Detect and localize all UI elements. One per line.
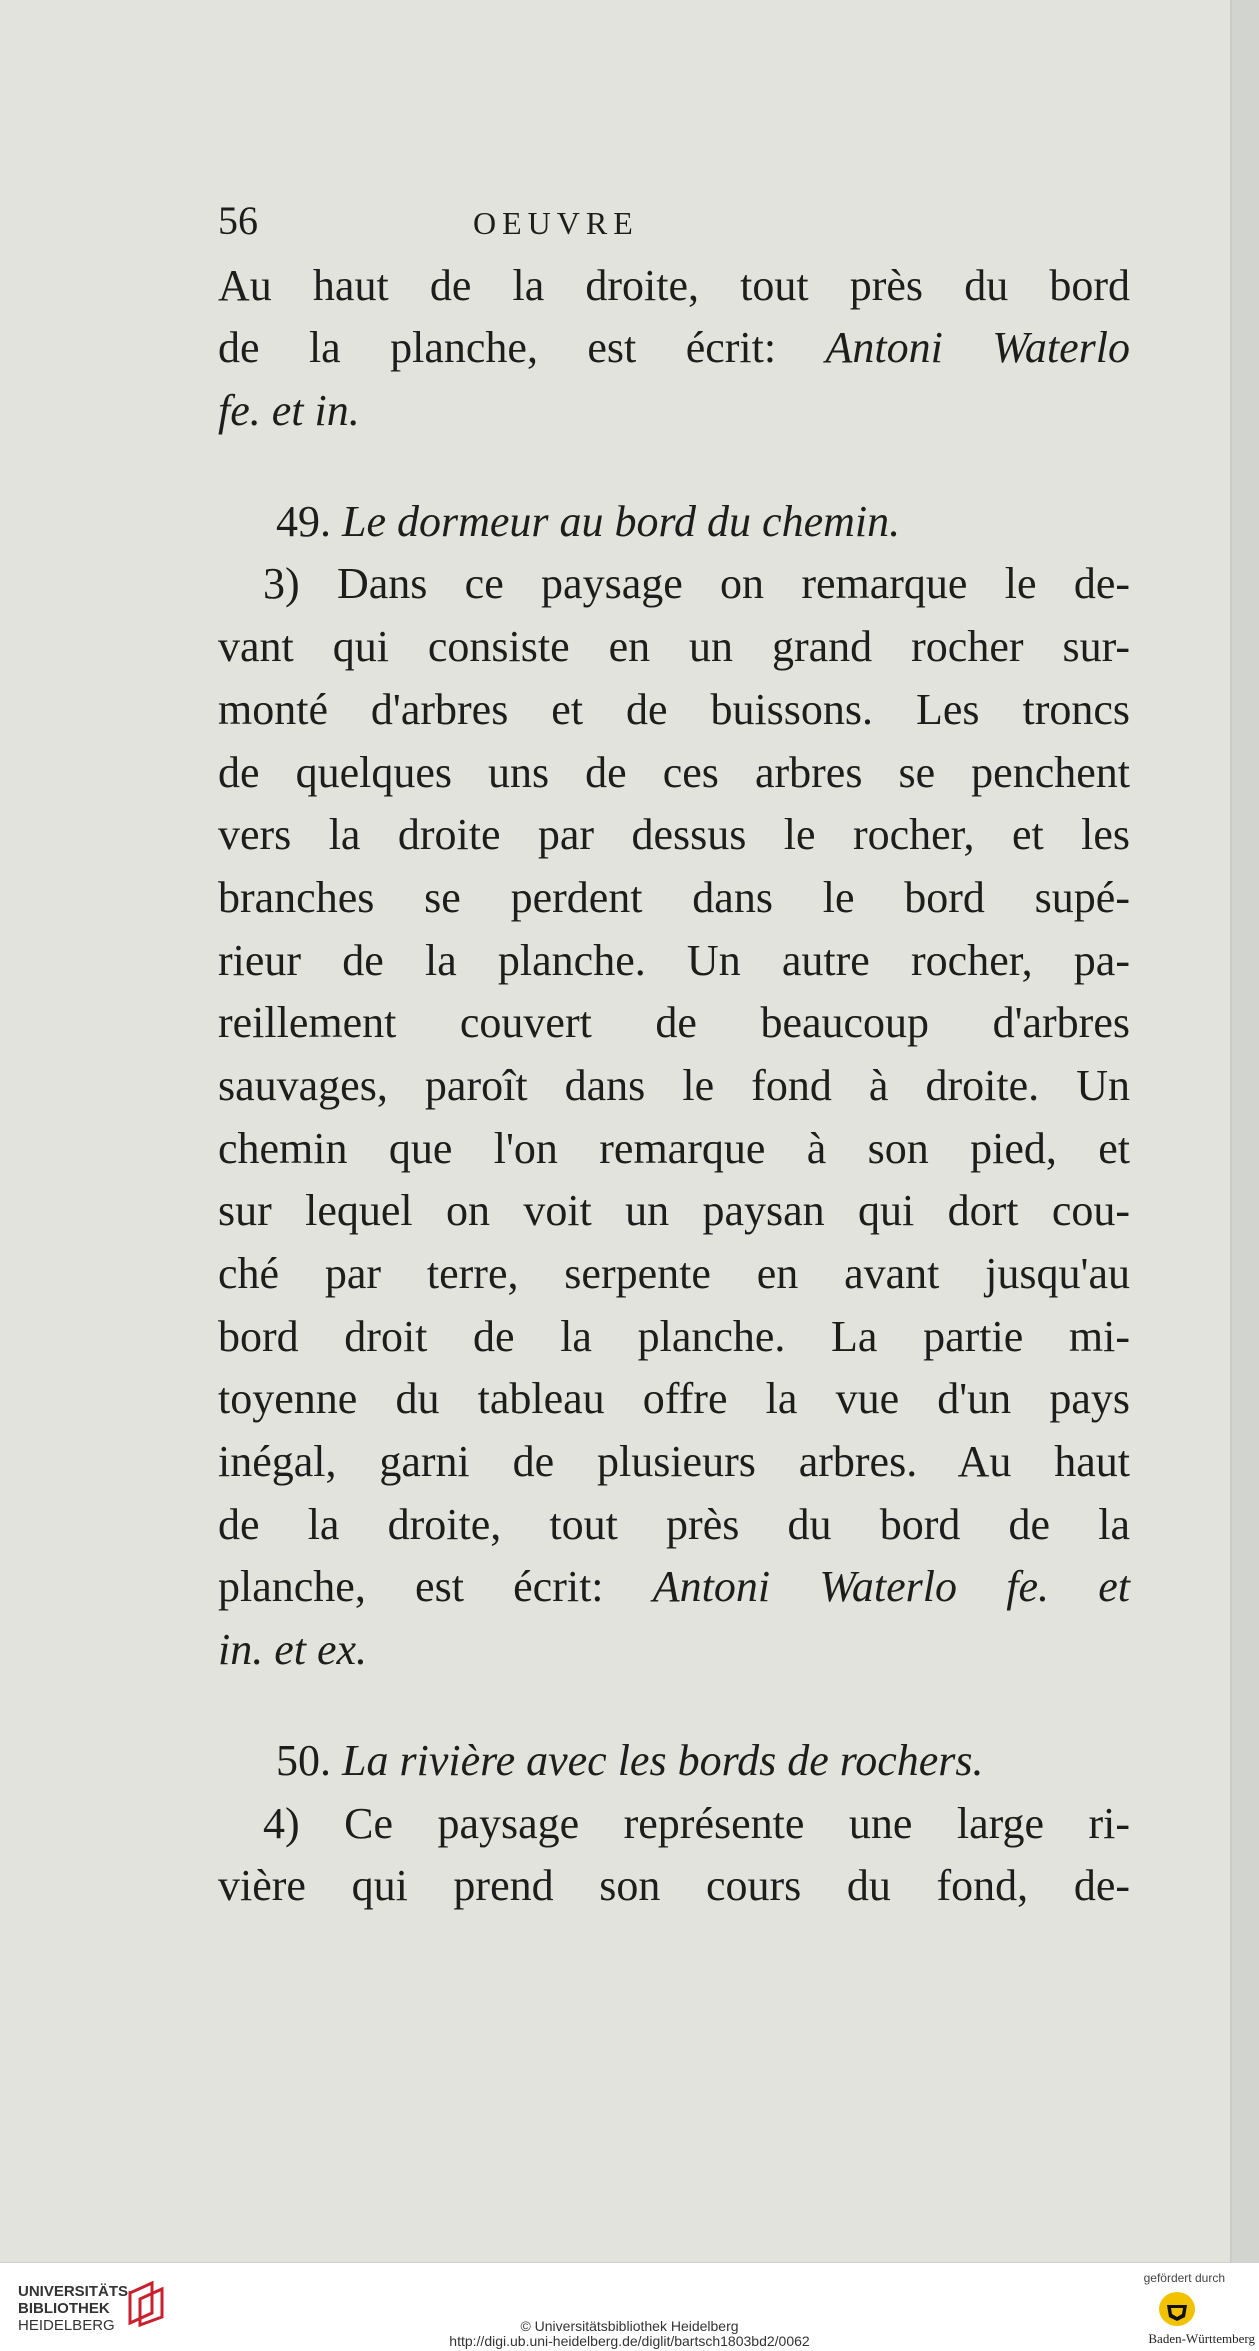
signature-text: Antoni Waterlo xyxy=(825,323,1131,373)
text-line: 4) Ce paysage représente une large ri- xyxy=(263,1798,1130,1848)
entry-title xyxy=(218,1730,1130,1793)
text-line: branches se perdent dans le bord supé- xyxy=(218,872,1130,922)
text-line: chemin que l'on remarque à son pied, et xyxy=(218,1123,1130,1173)
page-edge xyxy=(1232,0,1259,2262)
footer-bar xyxy=(0,2262,1259,2351)
text-line: inégal, garni de plusieurs arbres. Au haut xyxy=(218,1437,1130,1487)
text-line xyxy=(218,380,1130,443)
text-line: toyenne du tableau offre la vue d'un pays xyxy=(218,1374,1130,1424)
text-line: bord droit de la planche. La partie mi- xyxy=(218,1311,1130,1361)
signature-text: fe. et in. xyxy=(218,386,360,436)
text-line: vant qui consiste en un grand rocher sur- xyxy=(218,622,1130,672)
baden-wuerttemberg-logo-icon xyxy=(1157,2289,1197,2329)
entry-number: 49. xyxy=(276,496,331,546)
text-line: reillement couvert de beaucoup d'arbres xyxy=(218,998,1130,1048)
source-url[interactable]: http://digi.ub.uni-heidelberg.de/diglit/bartsch1803bd2/0062 xyxy=(449,2333,810,2349)
entry-title-text: La rivière avec les bords de rochers. xyxy=(342,1735,984,1785)
signature-text: Antoni Waterlo fe. et xyxy=(652,1562,1130,1612)
signature-text: in. et ex. xyxy=(218,1625,368,1675)
page-text xyxy=(218,190,1130,1918)
page-number: 56 xyxy=(218,198,258,243)
copyright-notice: © Universitätsbibliothek Heidelberg http://digi.ub.uni-heidelberg.de/diglit/bartsch1803bd2/0062 xyxy=(0,2319,1259,2349)
running-head: OEUVRE xyxy=(473,205,639,241)
entry-title xyxy=(218,491,1130,554)
text-line: vers la droite par dessus le rocher, et les xyxy=(218,810,1130,860)
sponsor-name: Baden-Württemberg xyxy=(1148,2331,1255,2346)
text-line: Au haut de la droite, tout près du bord xyxy=(218,260,1130,310)
text-line: de quelques uns de ces arbres se penchent xyxy=(218,747,1130,797)
text-line: sauvages, paroît dans le fond à droite. Un xyxy=(218,1060,1130,1110)
page-header xyxy=(218,190,1130,253)
entry-number: 50. xyxy=(276,1735,331,1785)
text-line: de la planche, est écrit: Antoni Waterlo xyxy=(218,323,1131,373)
sponsor-label: gefördert durch xyxy=(1143,2271,1225,2285)
text-line: rieur de la planche. Un autre rocher, pa- xyxy=(218,935,1130,985)
text-line: vière qui prend son cours du fond, de- xyxy=(218,1861,1130,1911)
text-line: de la droite, tout près du bord de la xyxy=(218,1499,1130,1549)
text-line: planche, est écrit: Antoni Waterlo fe. et xyxy=(218,1562,1130,1612)
text-line: ché par terre, serpente en avant jusqu'au xyxy=(218,1249,1130,1298)
library-name: UNIVERSITÄTS- BIBLIOTHEK HEIDELBERG xyxy=(18,2283,134,2334)
entry-title-text: Le dormeur au bord du chemin. xyxy=(342,496,901,546)
text-line: sur lequel on voit un paysan qui dort cou- xyxy=(218,1186,1130,1236)
text-line xyxy=(218,1619,1130,1682)
text-line: 3) Dans ce paysage on remarque le de- xyxy=(263,559,1130,609)
text-line: monté d'arbres et de buissons. Les troncs xyxy=(218,684,1130,734)
